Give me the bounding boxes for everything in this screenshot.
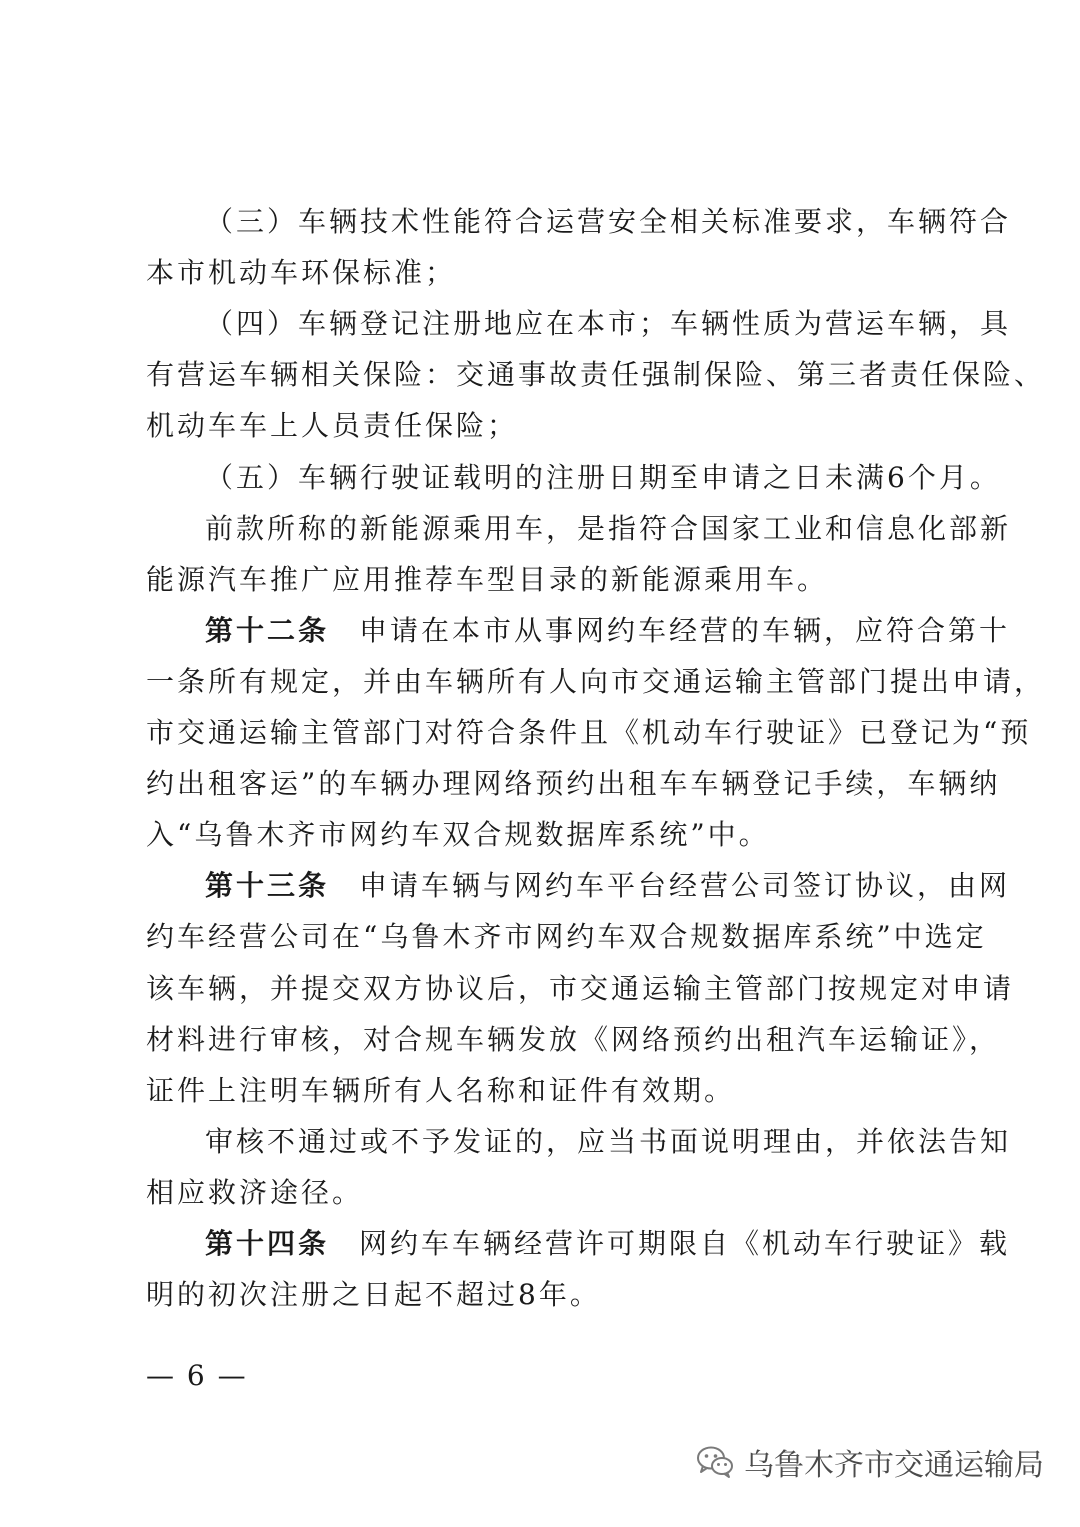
line-text: 入“乌鲁木齐市网约车双合规数据库系统”中。 bbox=[146, 818, 770, 852]
line-text: 申请车辆与网约车平台经营公司签订协议，由网 bbox=[359, 869, 1011, 903]
line-text: 机动车车上人员责任保险； bbox=[146, 409, 519, 443]
text-line bbox=[205, 503, 1012, 555]
watermark bbox=[696, 1438, 1044, 1486]
line-text: 一条所有规定，并由车辆所有人向市交通运输主管部门提出申请， bbox=[146, 664, 1046, 698]
line-text: （四）车辆登记注册地应在本市；车辆性质为营运车辆，具 bbox=[205, 307, 1012, 341]
line-text: （三）车辆技术性能符合运营安全相关标准要求，车辆符合 bbox=[205, 205, 1012, 238]
text-line bbox=[146, 809, 946, 861]
line-text: 市交通运输主管部门对符合条件且《机动车行驶证》已登记为“预 bbox=[146, 716, 1032, 749]
line-text: 申请在本市从事网约车经营的车辆，应符合第十 bbox=[359, 613, 1011, 647]
text-line bbox=[146, 963, 1015, 1015]
text-line bbox=[146, 911, 987, 963]
text-line bbox=[146, 1014, 1001, 1066]
wechat-icon bbox=[696, 1445, 734, 1479]
line-text: 约出租客运”的车辆办理网络预约出租车车辆登记手续，车辆纳 bbox=[146, 767, 1001, 801]
text-line bbox=[146, 707, 1032, 759]
text-line bbox=[205, 298, 1012, 350]
text-line bbox=[205, 196, 1012, 248]
text-line bbox=[146, 400, 946, 452]
text-line bbox=[205, 860, 1011, 912]
line-text: 约车经营公司在“乌鲁木齐市网约车双合规数据库系统”中选定 bbox=[146, 920, 987, 954]
line-text: 材料进行审核，对合规车辆发放《网络预约出租汽车运输证》， bbox=[146, 1022, 1001, 1056]
text-line bbox=[146, 1269, 946, 1321]
line-text: 该车辆，并提交双方协议后，市交通运输主管部门按规定对申请 bbox=[146, 971, 1015, 1005]
line-text: 前款所称的新能源乘用车，是指符合国家工业和信息化部新 bbox=[205, 511, 1012, 545]
line-text: 相应救济途径。 bbox=[146, 1175, 364, 1209]
text-line bbox=[146, 349, 1046, 401]
line-text: （五）车辆行驶证载明的注册日期至申请之日未满6个月。 bbox=[205, 460, 1001, 494]
text-line bbox=[205, 605, 1011, 657]
article-number: 第十三条 bbox=[205, 869, 330, 903]
line-text: 本市机动车环保标准； bbox=[146, 256, 457, 290]
text-line bbox=[146, 1167, 946, 1219]
line-text: 证件上注明车辆所有人名称和证件有效期。 bbox=[146, 1073, 736, 1107]
line-text: 明的初次注册之日起不超过8年。 bbox=[146, 1278, 601, 1312]
line-text: 有营运车辆相关保险：交通事故责任强制保险、第三者责任保险、 bbox=[146, 358, 1046, 392]
line-text: 能源汽车推广应用推荐车型目录的新能源乘用车。 bbox=[146, 562, 829, 596]
line-text: 审核不通过或不予发证的，应当书面说明理由，并依法告知 bbox=[205, 1124, 1012, 1158]
line-text: 网约车车辆经营许可期限自《机动车行驶证》载 bbox=[359, 1227, 1011, 1260]
article-number: 第十二条 bbox=[205, 613, 330, 647]
text-line bbox=[146, 247, 946, 299]
text-line bbox=[205, 1218, 1011, 1270]
text-line bbox=[146, 758, 1001, 810]
text-line bbox=[146, 656, 1046, 708]
text-line bbox=[205, 452, 1001, 504]
article-number: 第十四条 bbox=[205, 1227, 330, 1260]
text-line bbox=[205, 1116, 1012, 1168]
text-line bbox=[146, 554, 946, 606]
page-number: — 6 — bbox=[146, 1359, 248, 1392]
watermark-text: 乌鲁木齐市交通运输局 bbox=[744, 1448, 1044, 1483]
text-line bbox=[146, 1065, 946, 1117]
